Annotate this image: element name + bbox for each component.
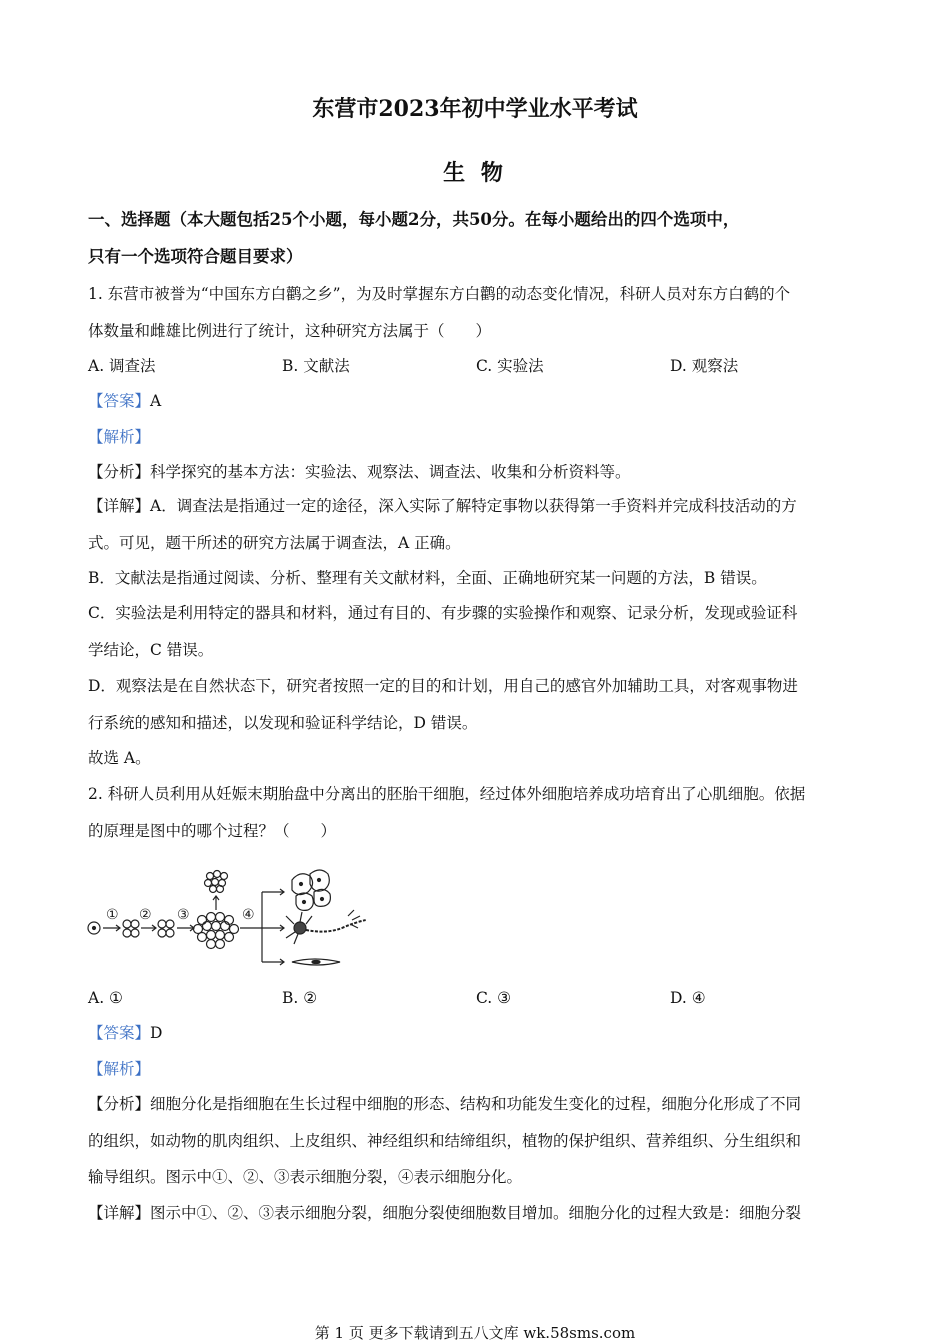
q1-xiangjie-label: 【详解】 [88,497,151,515]
top-cell-cluster [205,871,228,893]
q1-xiangjie-1 [88,496,797,516]
q1-fenxi-label: 【分析】 [88,463,151,481]
q1-fenxi [88,462,631,482]
muscle-cell [292,959,340,965]
q1-stem-2: 体数量和雌雄比例进行了统计，这种研究方法属于（ ） [88,322,492,340]
q1-answer-label: 【答案】 [88,392,151,410]
figure-label-4: ④ [242,907,255,923]
q1-analysis-label: 【解析】 [88,428,151,446]
q2-analysis-label: 【解析】 [88,1060,151,1078]
q1-fenxi-text: 科学探究的基本方法：实验法、观察法、调查法、收集和分析资料等。 [150,463,631,481]
q2-fenxi-text: 细胞分化是指细胞在生长过程中细胞的形态、结构和功能发生变化的过程，细胞分化形成了不同 [150,1095,802,1113]
section-heading-1: 一、选择题（本大题包括25个小题，每小题2分，共50分。在每小题给出的四个选项中， [88,210,740,229]
q1-option-a: A. 调查法 [88,357,156,375]
q1-b-line: B．文献法是指通过阅读、分析、整理有关文献材料，全面、正确地研究某一问题的方法，B 错误。 [88,569,767,587]
q2-fenxi-2: 的组织，如动物的肌肉组织、上皮组织、神经组织和结缔组织，植物的保护组织、营养组织、分生组织和 [88,1132,802,1150]
cell-cluster [194,913,239,949]
q1-d-line-1: D．观察法是在自然状态下，研究者按照一定的目的和计划，用自己的感官外加辅助工具，对客观事物进 [88,677,798,695]
q1-option-b: B. 文献法 [282,357,350,375]
q2-xiangjie-1 [88,1203,801,1223]
page-footer: 第 1 页 更多下载请到五八文库 wk.58sms.com [314,1324,636,1342]
q2-option-b: B. ② [282,989,318,1007]
q2-xiangjie-text: 图示中①、②、③表示细胞分裂，细胞分裂使细胞数目增加。细胞分化的过程大致是：细胞分裂 [150,1204,802,1222]
q1-xiangjie-text: A．调查法是指通过一定的途径，深入实际了解特定事物以获得第一手资料并完成科技活动的方 [150,497,797,515]
q2-stem-2: 的原理是图中的哪个过程？（ ） [88,822,337,840]
q1-c-line-1: C．实验法是利用特定的器具和材料，通过有目的、有步骤的实验操作和观察、记录分析，发现或验证科 [88,604,798,622]
q1-option-c: C. 实验法 [476,357,544,375]
q1-option-d: D. 观察法 [670,357,739,375]
figure-label-2: ② [139,907,152,923]
q2-option-c: C. ③ [476,989,512,1007]
section-heading-2: 只有一个选项符合题目要求） [88,247,303,266]
q2-option-a: A. ① [88,989,123,1007]
figure-label-1: ① [106,907,119,923]
page-title: 东营市2023年初中学业水平考试 [312,96,638,122]
subject-title: 生 物 [443,160,507,186]
q1-d-line-2: 行系统的感知和描述，以发现和验证科学结论，D 错误。 [88,714,478,732]
q2-xiangjie-label: 【详解】 [88,1204,151,1222]
cell-process-figure [86,862,366,972]
q2-fenxi-1 [88,1094,801,1114]
figure-label-3: ③ [177,907,190,923]
q1-stem-1: 1. 东营市被誉为“中国东方白鹳之乡”，为及时掌握东方白鹳的动态变化情况，科研人员对东方白鹤的个 [88,285,791,303]
epithelial-tissue [292,870,330,910]
nerve-cell [286,910,366,944]
q2-fenxi-3: 输导组织。图示中①、②、③表示细胞分裂，④表示细胞分化。 [88,1168,523,1186]
q2-answer-label: 【答案】 [88,1024,151,1042]
q1-answer [88,391,161,411]
q2-stem-1: 2. 科研人员利用从妊娠末期胎盘中分离出的胚胎干细胞，经过体外细胞培养成功培育出了心肌细胞。依据 [88,785,806,803]
q2-fenxi-label: 【分析】 [88,1095,151,1113]
q1-c-line-2: 学结论，C 错误。 [88,641,214,659]
q2-answer [88,1023,162,1043]
q2-answer-value: D [150,1024,163,1042]
q1-conclusion: 故选 A。 [88,749,151,767]
q1-xiangjie-2: 式。可见，题干所述的研究方法属于调查法，A 正确。 [88,534,461,552]
q2-option-d: D. ④ [670,989,706,1007]
q1-answer-value: A [150,392,162,410]
